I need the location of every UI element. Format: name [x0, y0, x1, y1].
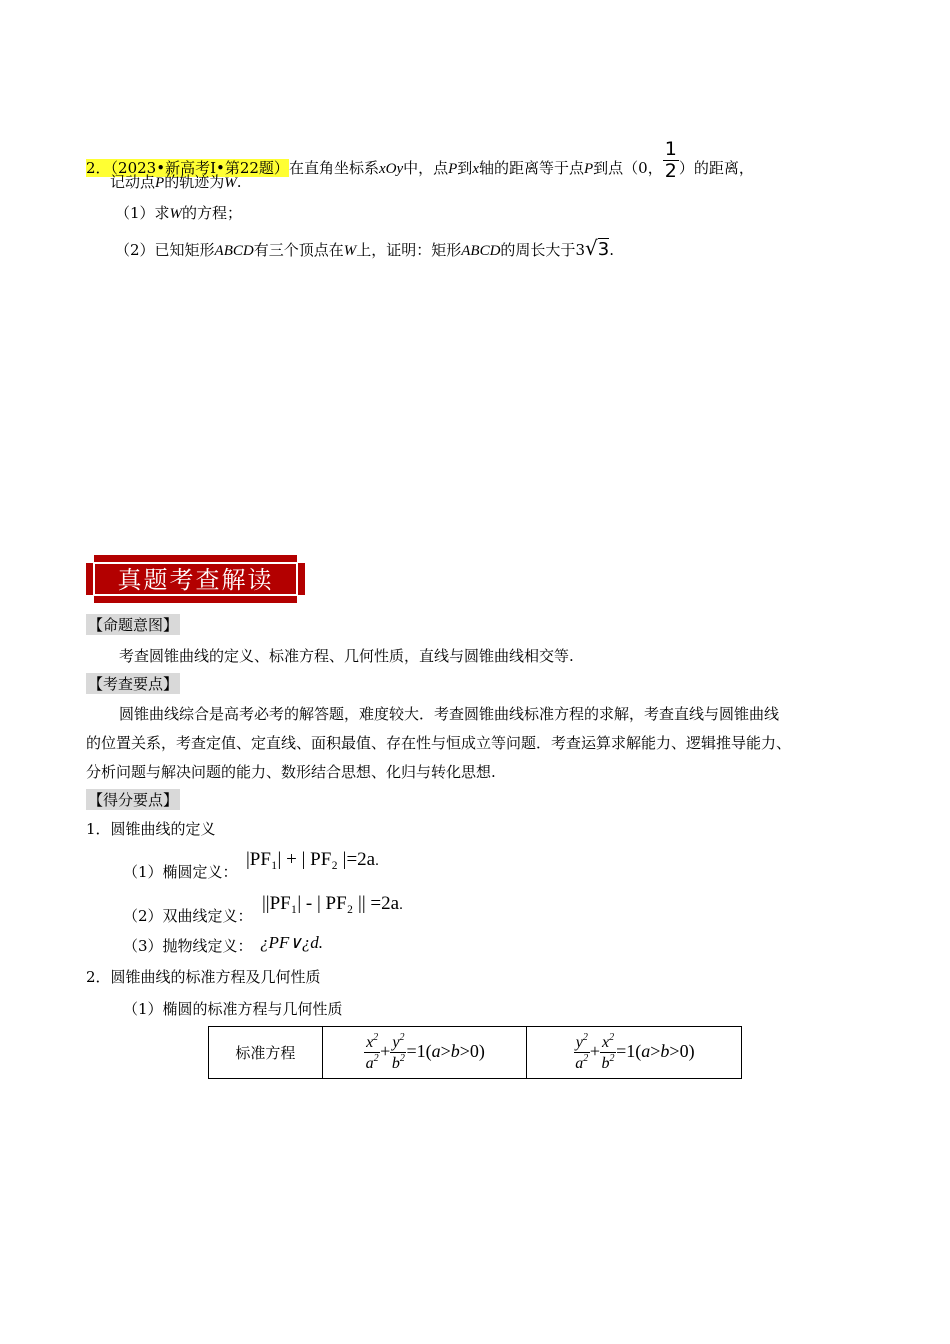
def-hyperbola-formula: ||PF₁| - | PF₂ || =2a.	[262, 893, 403, 914]
problem-text: ）的距离，	[678, 159, 754, 177]
def-parabola-formula: ¿PF∨¿d.	[260, 933, 323, 952]
question-1: （1）求W的方程；	[115, 204, 243, 222]
def-ellipse-label: （1）椭圆定义：	[123, 863, 238, 881]
sqrt-coefficient: 3	[575, 241, 585, 259]
def-ellipse-formula: |PF₁| + | PF₂ |=2a.	[246, 849, 379, 870]
problem-number: 2．	[86, 159, 111, 177]
item-1-heading: 1．圆锥曲线的定义	[86, 820, 216, 838]
problem-text: 中，点	[403, 159, 449, 177]
item-2-sub: （1）椭圆的标准方程与几何性质	[123, 1000, 343, 1018]
sqrt-symbol: √	[584, 236, 598, 260]
points-tag: 【考查要点】	[88, 675, 179, 693]
ellipse-standard-table	[208, 1026, 742, 1079]
score-tag: 【得分要点】	[88, 791, 179, 809]
question-2: （2）已知矩形ABCD有三个顶点在W上，证明：矩形ABCD的周长大于3√3.	[115, 236, 614, 260]
table-row	[209, 1027, 742, 1079]
table-header-cell: 标准方程	[209, 1027, 323, 1079]
table-cell-eq1	[322, 1027, 527, 1079]
table-cell-eq2	[527, 1027, 742, 1079]
problem-text: 到点（0，	[593, 159, 663, 177]
var-x: x	[472, 161, 479, 177]
item-2-heading: 2．圆锥曲线的标准方程及几何性质	[86, 968, 321, 986]
def-parabola-label: （3）抛物线定义：	[123, 937, 253, 955]
intent-tag: 【命题意图】	[88, 616, 179, 634]
problem-line-2: 记动点P的轨迹为W.	[110, 173, 242, 191]
points-line-1: 圆锥曲线综合是高考必考的解答题，难度较大．考查圆锥曲线标准方程的求解，考查直线与圆锥曲线	[119, 705, 780, 723]
fraction-one-half: $\frac{1}{2}$	[664, 138, 677, 182]
problem-text: 到	[457, 159, 473, 177]
points-line-3: 分析问题与解决问题的能力、数形结合思想、化归与转化思想.	[86, 763, 496, 781]
section-banner	[86, 555, 305, 603]
var-p: P	[584, 161, 594, 177]
def-hyperbola-label: （2）双曲线定义：	[123, 907, 253, 925]
banner-title: 真题考查解读	[117, 566, 274, 594]
problem-text: 轴的距离等于点	[478, 159, 584, 177]
points-line-2: 的位置关系，考查定值、定直线、面积最值、存在性与恒成立等问题．考查运算求解能力、逻辑推导能力、	[86, 734, 792, 752]
problem-text: 在直角坐标系	[288, 159, 379, 177]
banner-corner	[86, 595, 94, 603]
equation-2: $\frac{y^2}{a^2}$ + $\frac{x^2}{b^2}$ =1(a>b>0)	[575, 1032, 695, 1072]
equation-1: $\frac{x^2}{a^2}$ + $\frac{y^2}{b^2}$ =1(a>b>0)	[365, 1032, 485, 1072]
problem-source: （2023•新高考Ⅰ•第22题）	[110, 159, 289, 177]
intent-text: 考查圆锥曲线的定义、标准方程、几何性质，直线与圆锥曲线相交等.	[119, 647, 574, 665]
var-p: P	[448, 161, 458, 177]
banner-corner	[297, 595, 305, 603]
sqrt-radicand: 3	[597, 239, 610, 260]
var-xoy: xOy	[378, 161, 404, 177]
